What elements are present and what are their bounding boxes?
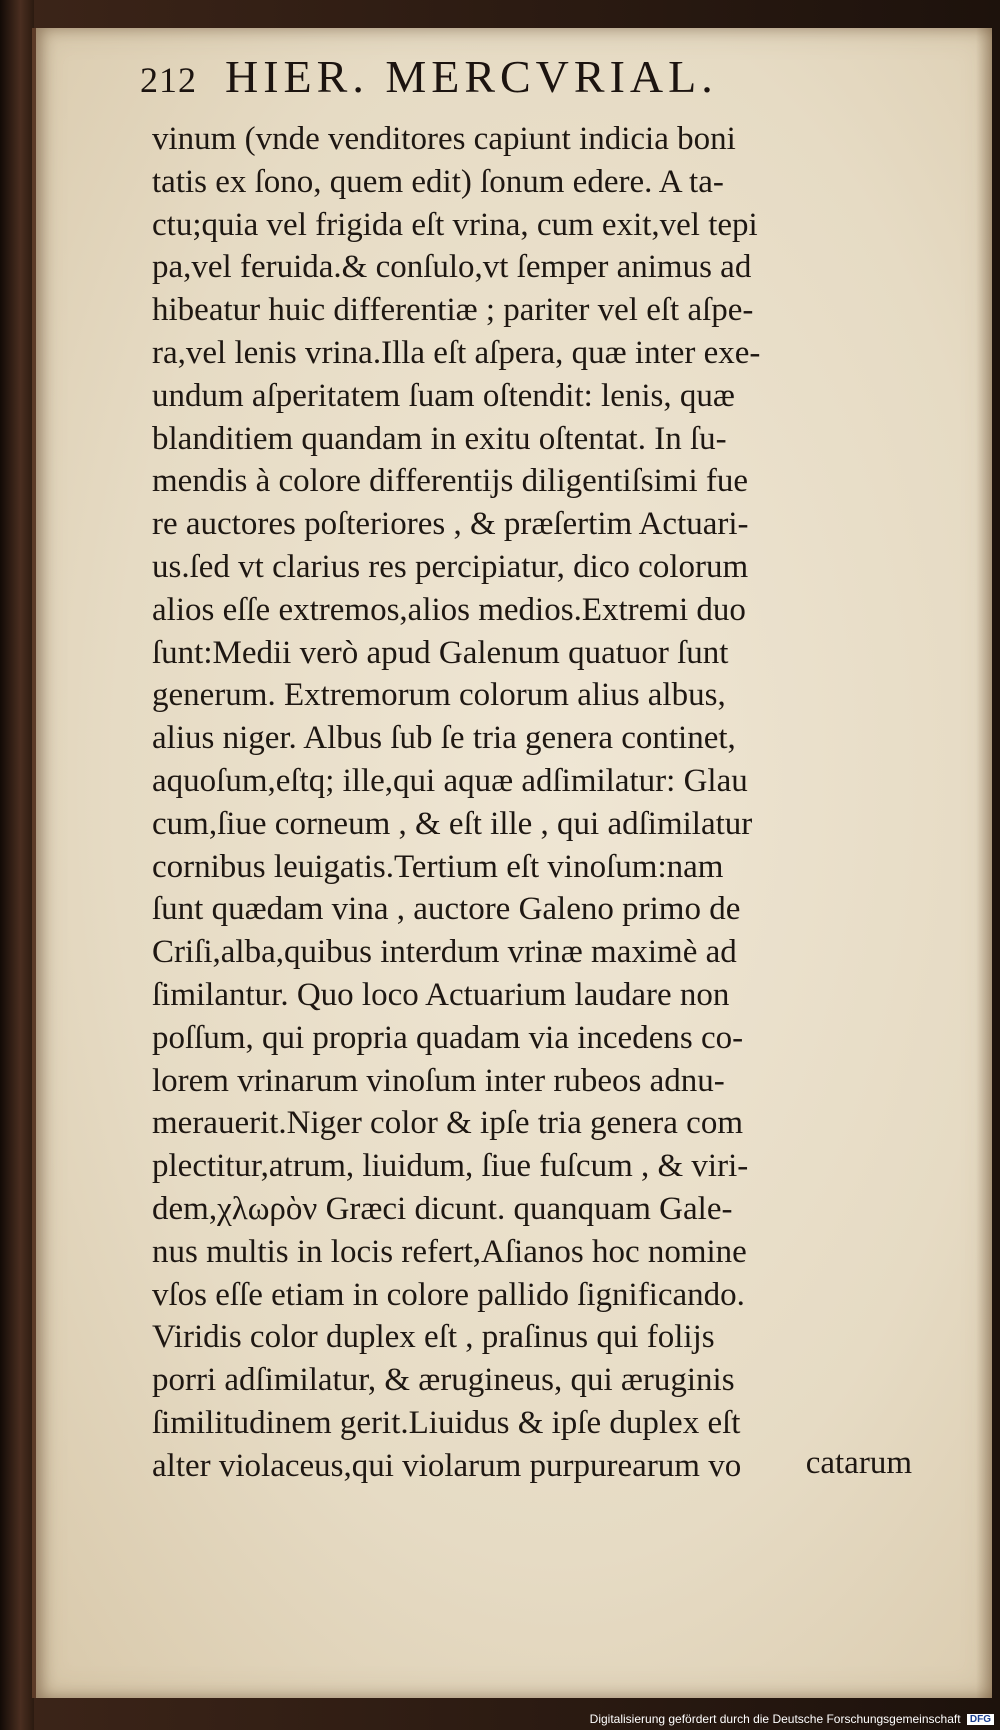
text-line: aquoſum,eſtq; ille,qui aquæ adſimilatur: Glau (152, 762, 748, 799)
text-line: alius niger. Albus ſub ſe tria genera continet, (152, 720, 736, 757)
text-line: cornibus leuigatis.Tertium eſt vinoſum:nam (152, 848, 724, 885)
text-line: nus multis in locis refert,Aſianos hoc nomine (152, 1233, 747, 1270)
text-line: tatis ex ſono, quem edit) ſonum edere. A ta- (152, 163, 724, 200)
text-line: ctu;quia vel frigida eſt vrina, cum exit,vel tepi (152, 206, 758, 243)
text-line: generum. Extremorum colorum alius albus, (152, 677, 726, 714)
page-number: 212 (140, 60, 197, 100)
text-line: plectitur,atrum, liuidum, ſiue fuſcum , & viri- (152, 1148, 749, 1185)
text-line: ſimilantur. Quo loco Actuarium laudare non (152, 976, 730, 1013)
text-line: poſſum, qui propria quadam via incedens co- (152, 1019, 744, 1056)
attribution-text: Digitalisierung gefördert durch die Deutsche Forschungsgemeinschaft (589, 1712, 961, 1726)
text-line: vinum (vnde venditores capiunt indicia boni (152, 121, 736, 157)
text-line: dem,χλωρὸν Græci dicunt. quanquam Gale- (152, 1190, 733, 1227)
text-line: alter violaceus,qui violarum purpurearum vo (152, 1447, 742, 1484)
text-line: blanditiem quandam in exitu oſtentat. In ſu- (152, 420, 727, 457)
text-line: ſunt quædam vina , auctore Galeno primo de (152, 891, 741, 928)
text-line: ra,vel lenis vrina.Illa eſt aſpera, quæ inter exe- (152, 334, 761, 371)
page-header (140, 50, 860, 114)
text-line: Criſi,alba,quibus interdum vrinæ maximè ad (152, 934, 737, 971)
running-title: HIER. MERCVRIAL. (225, 51, 718, 102)
page-edge (976, 28, 992, 1698)
text-line: re auctores poſteriores , & præſertim Actuari- (152, 506, 749, 543)
text-line: vſos eſſe etiam in colore pallido ſignificando. (152, 1276, 745, 1313)
text-line: merauerit.Niger color & ipſe tria genera com (152, 1105, 743, 1142)
text-line: alios eſſe extremos,alios medios.Extremi duo (152, 591, 746, 628)
text-line: porri adſimilatur, & ærugineus, qui æruginis (152, 1362, 735, 1399)
text-line: us.ſed vt clarius res percipiatur, dico colorum (152, 548, 749, 585)
digitization-attribution (590, 1712, 994, 1726)
text-line: hibeatur huic differentiæ ; pariter vel eſt aſpe- (152, 292, 754, 329)
text-line: ſimilitudinem gerit.Liuidus & ipſe duplex eſt (152, 1404, 741, 1441)
catchword: catarum (805, 1445, 912, 1481)
text-line: ſunt:Medii verò apud Galenum quatuor ſunt (152, 634, 729, 671)
text-line: cum,ſiue corneum , & eſt ille , qui adſimilatur (152, 805, 753, 842)
dfg-logo-icon: DFG (967, 1714, 994, 1725)
text-line: mendis à colore differentijs diligentiſsimi fue (152, 463, 748, 500)
book-spine (0, 0, 34, 1730)
text-line: lorem vrinarum vinoſum inter rubeos adnu- (152, 1062, 725, 1099)
text-line: Viridis color duplex eſt , praſinus qui folijs (152, 1319, 715, 1356)
text-line: pa,vel feruida.& conſulo,vt ſemper animus ad (152, 249, 752, 286)
text-line: undum aſperitatem ſuam oſtendit: lenis, quæ (152, 377, 735, 414)
body-text (152, 118, 912, 1488)
